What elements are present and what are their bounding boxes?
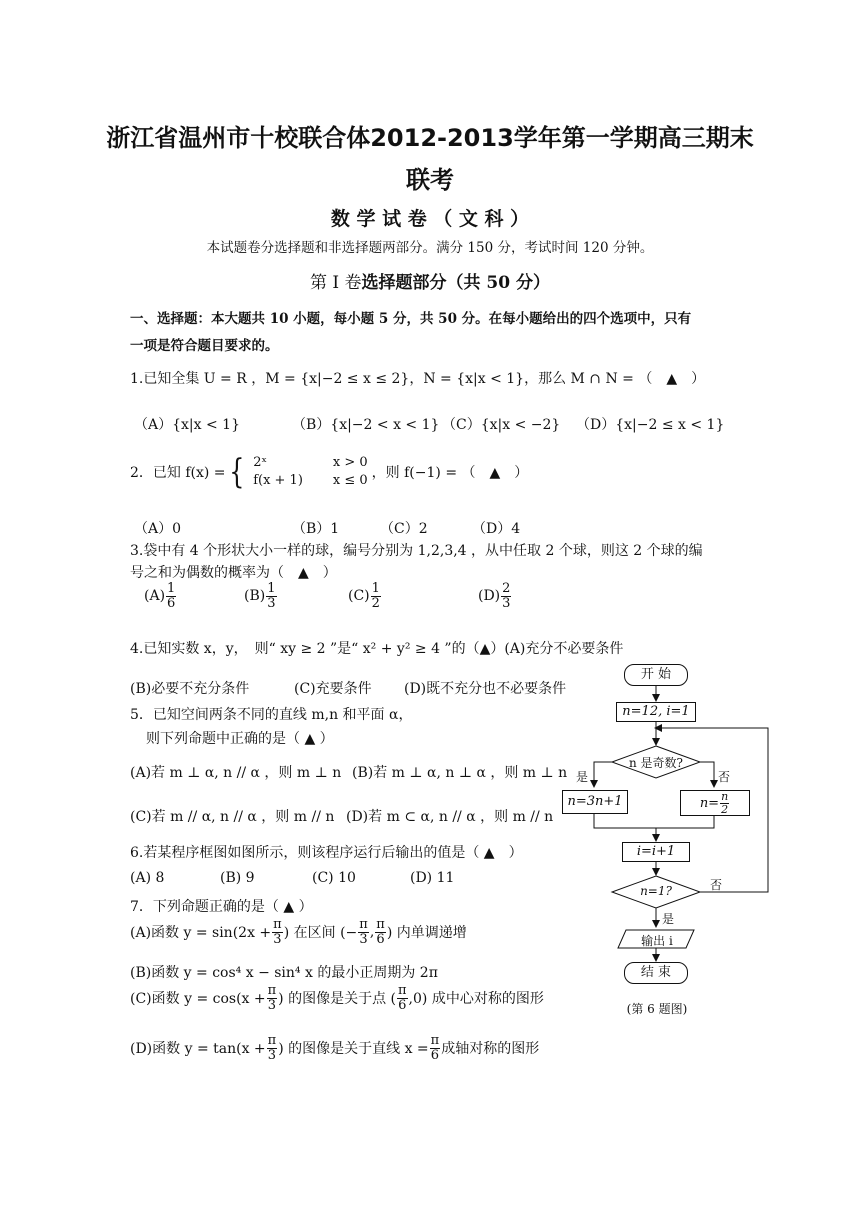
q1-option-c: （C）{x|x < −2}	[442, 417, 561, 433]
q3-c-den: 2	[371, 595, 380, 611]
flowchart-start: 开 始	[624, 664, 688, 686]
q2-option-d: （D）4	[472, 521, 521, 537]
arrow-no-branch	[700, 762, 714, 786]
q7-stem: 7．下列命题正确的是（ ▲ ）	[130, 899, 313, 915]
q3-b-num: 1	[267, 581, 276, 596]
q7-d-frac1-den: 3	[267, 1047, 277, 1063]
q2-option-a: （A）0	[134, 521, 182, 537]
q4-option-c: (C)充要条件	[294, 681, 372, 697]
flowchart-odd-branch: n=3n+1	[562, 790, 628, 814]
q2-case2-cond: x ≤ 0	[332, 473, 368, 488]
exam-title-line2: 联考	[406, 166, 454, 194]
q7-a-pre: (A)函数 y = sin(2x +	[130, 925, 272, 942]
q2-option-b: （B）1	[292, 521, 340, 537]
section-title-bold: 选择题部分（共 50 分）	[361, 273, 551, 293]
q7-a-frac1-num: π	[273, 917, 282, 932]
q7-a-frac3-den: 6	[376, 931, 385, 947]
instructions-line2: 一项是符合题目要求的。	[130, 338, 279, 354]
exam-title-line1: 浙江省温州市十校联合体2012-2013学年第一学期高三期末	[106, 124, 754, 152]
flowchart-yes-label: 是	[576, 770, 589, 784]
q7-c-mid: ) 的图像是关于点 (	[278, 991, 396, 1008]
q1-option-d: （D）{x|−2 ≤ x < 1}	[576, 417, 725, 433]
q7-d-frac2-num: π	[430, 1033, 440, 1048]
q7-a-mid: ) 在区间 (−	[283, 925, 358, 942]
q3-b-den: 3	[267, 595, 276, 611]
q2-case2-expr: f(x + 1)	[253, 473, 303, 488]
flowchart-even-num: n	[721, 789, 729, 803]
q1-stem: 1.已知全集 U = R ，M = {x|−2 ≤ x ≤ 2}，N = {x|x < 1}，那么 M ∩ N = （ ▲ ）	[130, 371, 706, 387]
flowchart-no2-label: 否	[710, 878, 723, 892]
q7-a-frac1-den: 3	[273, 931, 282, 947]
q2-case1-expr: 2ˣ	[253, 455, 267, 470]
flowchart-init: n=12, i=1	[616, 702, 696, 722]
q5-line2: 则下列命题中正确的是（ ▲ ）	[146, 731, 334, 747]
q2-suffix: ，则 f(−1) = （ ▲ ）	[371, 465, 529, 481]
flowchart-increment: i=i+1	[622, 842, 690, 862]
q4-stem: 4.已知实数 x，y， 则“ xy ≥ 2 ”是“ x² + y² ≥ 4 ”的（▲）(A)充分不必要条件	[130, 641, 624, 657]
q3-line2: 号之和为偶数的概率为（ ▲ ）	[130, 565, 337, 581]
q2-option-c: （C）2	[380, 521, 428, 537]
q6-option-d: (D) 11	[410, 870, 455, 886]
q3-b-label: (B)	[244, 588, 266, 605]
exam-intro: 本试题卷分选择题和非选择题两部分。满分 150 分，考试时间 120 分钟。	[206, 240, 654, 256]
q5-line1: 5．已知空间两条不同的直线 m,n 和平面 α，	[130, 707, 413, 723]
q7-option-b: (B)函数 y = cos⁴ x − sin⁴ x 的最小正周期为 2π	[130, 965, 438, 981]
flowchart-end: 结 束	[624, 962, 688, 984]
q7-c-frac1-den: 3	[267, 997, 277, 1013]
flowchart-decision1-label: n 是奇数?	[629, 756, 683, 770]
q6-option-a: (A) 8	[130, 870, 165, 886]
q3-a-num: 1	[167, 581, 176, 596]
flowchart-output-label: 输出 i	[641, 934, 673, 948]
q7-a-comma: ,	[369, 924, 375, 941]
q3-a-label: (A)	[144, 588, 166, 605]
flowchart-even-branch	[680, 790, 750, 816]
q6-option-b: (B) 9	[220, 870, 255, 886]
q7-d-pre: (D)函数 y = tan(x +	[130, 1041, 266, 1058]
merge-line	[594, 814, 714, 828]
q2-prefix: 2．已知 f(x) =	[130, 465, 226, 481]
q7-c-pre: (C)函数 y = cos(x +	[130, 991, 266, 1008]
q7-c-frac2-den: 6	[398, 997, 407, 1013]
q7-d-frac2-den: 6	[430, 1047, 440, 1063]
q4-option-b: (B)必要不充分条件	[130, 681, 250, 697]
q6-stem: 6.若某程序框图如图所示，则该程序运行后输出的值是（ ▲ ）	[130, 845, 523, 861]
q3-c-num: 1	[371, 581, 380, 596]
flowchart-no-label: 否	[718, 770, 731, 784]
instructions-line1: 一、选择题：本大题共 10 小题，每小题 5 分，共 50 分。在每小题给出的四个选项中，只有	[130, 311, 692, 327]
q5-option-c: (C)若 m // α, n // α ，则 m // n	[130, 809, 335, 825]
q2-case1-cond: x > 0	[332, 455, 368, 470]
flowchart-even-pre: n=	[699, 795, 720, 811]
q7-d-mid: ) 的图像是关于直线 x =	[278, 1041, 429, 1058]
q1-option-b: （B）{x|−2 < x < 1}	[292, 417, 440, 433]
q7-a-frac2-num: π	[359, 917, 368, 932]
flowchart-caption: (第 6 题图)	[626, 1002, 688, 1016]
q7-d-frac1-num: π	[267, 1033, 277, 1048]
q7-c-post: ,0) 成中心对称的图形	[408, 991, 544, 1008]
q5-option-d: (D)若 m ⊂ α, n // α ，则 m // n	[346, 809, 554, 825]
q7-c-frac1-num: π	[267, 983, 277, 998]
q3-c-label: (C)	[348, 588, 370, 605]
q3-d-num: 2	[502, 581, 511, 596]
q5-option-b: (B)若 m ⊥ α, n ⊥ α ，则 m ⊥ n	[352, 765, 568, 781]
q7-a-post: ) 内单调递增	[386, 925, 467, 942]
flowchart-yes2-label: 是	[662, 912, 675, 926]
q1-option-a: （A）{x|x < 1}	[134, 417, 240, 433]
flowchart-decision2-label: n=1?	[640, 884, 672, 898]
flowchart-even-fraction	[720, 791, 729, 815]
flowchart-even-den: 2	[721, 802, 729, 816]
left-brace-icon: {	[228, 452, 244, 492]
q3-line1: 3.袋中有 4 个形状大小一样的球，编号分别为 1,2,3,4 ，从中任取 2 个球，则这 2 个球的编	[130, 543, 703, 559]
exam-subtitle: 数 学 试 卷 （ 文 科 ）	[330, 208, 530, 230]
q7-a-frac2-den: 3	[359, 931, 368, 947]
q6-option-c: (C) 10	[312, 870, 356, 886]
q5-option-a: (A)若 m ⊥ α, n // α ，则 m ⊥ n	[130, 765, 342, 781]
q4-option-d: (D)既不充分也不必要条件	[404, 681, 567, 697]
q3-d-label: (D)	[478, 588, 501, 605]
section-title-prefix: 第 I 卷	[309, 273, 362, 293]
q3-d-den: 3	[502, 595, 511, 611]
arrow-yes-branch	[594, 762, 612, 786]
q7-d-post: 成轴对称的图形	[441, 1041, 540, 1058]
q7-a-frac3-num: π	[376, 917, 385, 932]
q7-c-frac2-num: π	[398, 983, 407, 998]
q3-a-den: 6	[167, 595, 176, 611]
